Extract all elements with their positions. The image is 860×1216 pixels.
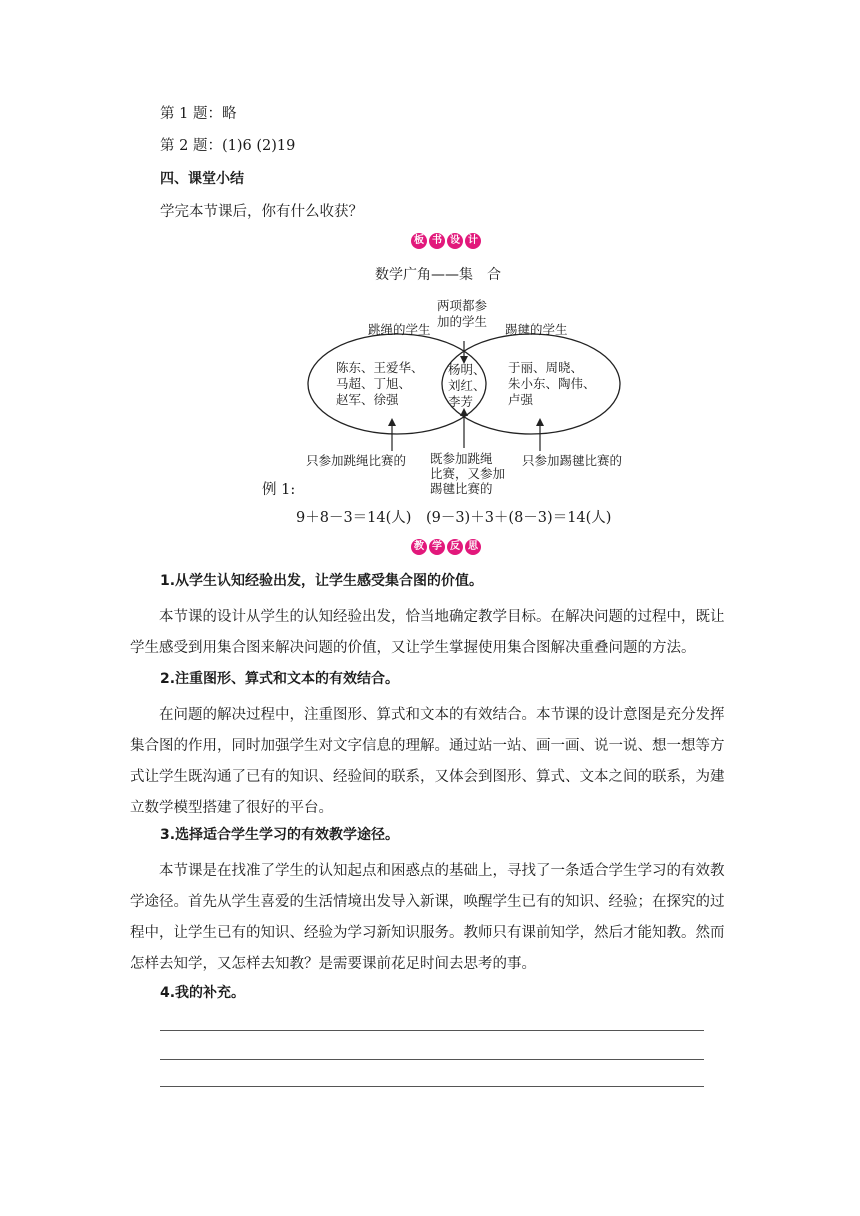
venn-diagram: [300, 296, 630, 496]
both-bottom-1: 既参加跳绳: [430, 451, 493, 466]
only-shuttlecock-label: 只参加踢毽比赛的: [522, 453, 623, 468]
middle-names-3: 李芳: [448, 394, 474, 409]
fill-in-line[interactable]: [160, 1059, 704, 1060]
shuttlecock-label: 踢毽的学生: [505, 322, 568, 337]
reflection-heading-3: 3.选择适合学生学习的有效教学途径。: [160, 827, 400, 843]
badge-char: 板: [411, 233, 427, 249]
reflection-heading-4: 4.我的补充。: [160, 985, 246, 1001]
right-arrowhead: [536, 418, 544, 426]
badge-char: 反: [447, 539, 463, 555]
answer-q1: 第 1 题：略: [160, 106, 237, 122]
reflection-heading-1: 1.从学生认知经验出发，让学生感受集合图的价值。: [160, 573, 484, 589]
section-heading: 四、课堂小结: [160, 171, 244, 187]
summary-question: 学完本节课后，你有什么收获？: [160, 204, 363, 220]
both-bottom-3: 踢毽比赛的: [430, 481, 493, 496]
reflection-heading-2: 2.注重图形、算式和文本的有效结合。: [160, 671, 400, 687]
only-jump-rope-label: 只参加跳绳比赛的: [306, 453, 407, 468]
fill-in-line[interactable]: [160, 1086, 704, 1087]
reflection-text-2: 在问题的解决过程中，注重图形、算式和文本的有效结合。本节课的设计意图是充分发挥集合图的作用，同时加强学生对文字信息的理解。通过站一站、画一画、说一说、想一想等方式让学生既沟通了已有的知识、经验间的联系，又体会到图形、算式、文本之间的联系，为建立数学模型搭建了很好的平台。: [130, 707, 725, 816]
badge-char: 教: [411, 539, 427, 555]
left-arrowhead: [388, 418, 396, 426]
right-names-1: 于丽、周晓、: [508, 360, 584, 375]
right-names-2: 朱小东、陶伟、: [508, 376, 596, 391]
left-names-3: 赵军、徐强: [336, 392, 399, 407]
both-label-line2: 加的学生: [437, 314, 488, 329]
answer-q2: 第 2 题：(1)6 (2)19: [160, 138, 296, 154]
left-names-2: 马超、丁旭、: [336, 376, 412, 391]
fill-in-line[interactable]: [160, 1030, 704, 1031]
badge-char: 学: [429, 539, 445, 555]
both-label-line1: 两项都参: [437, 298, 488, 313]
example-formula: 9＋8－3＝14(人) (9－3)＋3＋(8－3)＝14(人): [296, 510, 612, 526]
badge-char: 思: [465, 539, 481, 555]
middle-names-1: 杨明、: [448, 362, 486, 377]
board-title: 数学广角——集 合: [375, 267, 501, 283]
right-names-3: 卢强: [508, 392, 534, 407]
badge-char: 书: [429, 233, 445, 249]
reflection-text-3: 本节课是在找准了学生的认知起点和困惑点的基础上，寻找了一条适合学生学习的有效教学途径。首先从学生喜爱的生活情境出发导入新课，唤醒学生已有的知识、经验；在探究的过程中，让学生已有的知识、经验为学习新知识服务。教师只有课前知学，然后才能知教。然而怎样去知学，又怎样去知教？是需要课前花足时间去思考的事。: [130, 863, 725, 972]
example-label: 例 1:: [262, 482, 296, 498]
jump-rope-label: 跳绳的学生: [368, 322, 431, 337]
teaching-reflection-badge: [411, 539, 481, 555]
left-names-1: 陈东、王爱华、: [336, 360, 424, 375]
both-bottom-2: 比赛，又参加: [430, 466, 506, 481]
middle-names-2: 刘红、: [448, 378, 486, 393]
badge-char: 计: [465, 233, 481, 249]
badge-char: 设: [447, 233, 463, 249]
board-design-badge: [411, 233, 481, 249]
reflection-text-1: 本节课的设计从学生的认知经验出发，恰当地确定教学目标。在解决问题的过程中，既让学生感受到用集合图来解决问题的价值，又让学生掌握使用集合图解决重叠问题的方法。: [130, 609, 725, 656]
